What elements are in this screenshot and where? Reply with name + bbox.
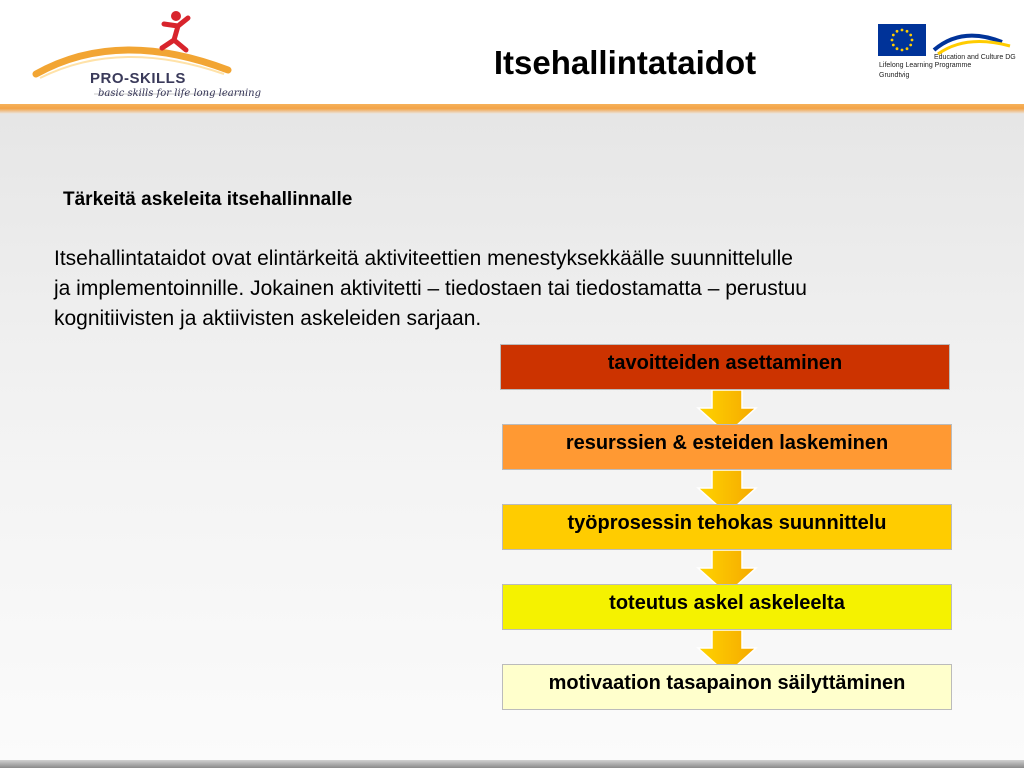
subprogramme-text: Grundtvig [879, 72, 910, 79]
step-motivation: motivaation tasapainon säilyttäminen [502, 664, 952, 710]
dg-text: Education and Culture DG [934, 54, 1016, 61]
logo-tagline: basic skills for life long learning [98, 88, 262, 99]
step-resources-obstacles: resurssien & esteiden laskeminen [502, 424, 952, 470]
logo-name: PRO-SKILLS [90, 70, 186, 87]
page-title: Itsehallintataidot [493, 44, 757, 81]
paragraph-line: kognitiivisten ja aktiivisten askeleiden sarjaan. [54, 307, 482, 330]
programme-text: Lifelong Learning Programme [879, 62, 972, 69]
step-execution: toteutus askel askeleelta [502, 584, 952, 630]
paragraph-line: ja implementoinnille. Jokainen aktivitetti – tiedostaen tai tiedostamatta – perustuu [54, 277, 807, 300]
step-goal-setting: tavoitteiden asettaminen [500, 344, 950, 390]
step-work-planning: työprosessin tehokas suunnittelu [502, 504, 952, 550]
section-subtitle: Tärkeitä askeleita itsehallinnalle [63, 189, 353, 210]
paragraph-line: Itsehallintataidot ovat elintärkeitä aktiviteettien menestyksekkäälle suunnittelulle [54, 247, 793, 270]
